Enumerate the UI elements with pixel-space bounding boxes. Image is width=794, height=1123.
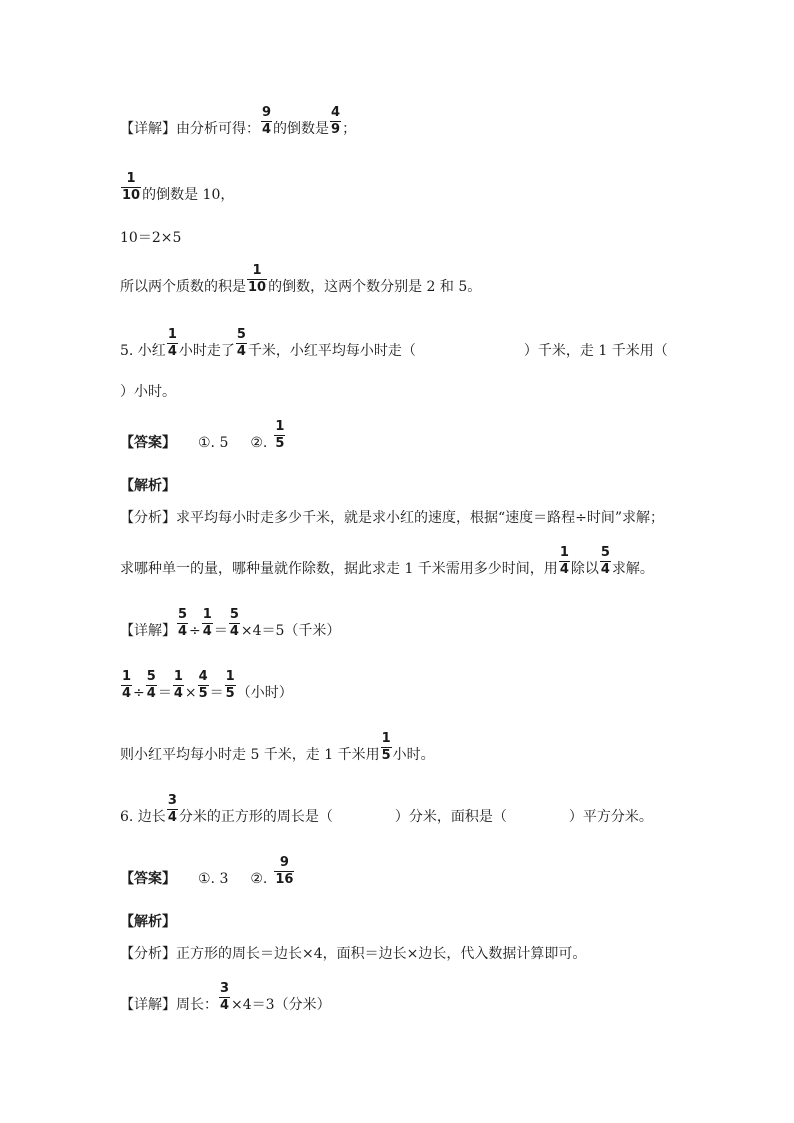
analysis-label: 【解析】 <box>120 478 176 494</box>
fraction: $\frac{5}{4}$ <box>229 607 239 639</box>
operator: ＝ <box>213 623 228 639</box>
explanation-line-4 <box>120 264 481 295</box>
fraction: $\frac{3}{4}$ <box>220 981 230 1013</box>
text: 所以两个质数的积是 <box>120 279 246 295</box>
answer-2-label: ②. <box>250 871 268 887</box>
question-5-continued <box>120 384 176 400</box>
fraction: $\frac{1}{4}$ <box>202 607 212 639</box>
fraction: $\frac{5}{4}$ <box>236 327 246 359</box>
question-number: 5. 小红 <box>120 343 166 359</box>
answer-1: ①. 3 <box>198 871 229 887</box>
fraction: $\frac{1}{4}$ <box>559 545 569 577</box>
answer-5 <box>120 420 286 451</box>
detail-line-3 <box>120 982 331 1013</box>
analysis-line-2 <box>120 546 654 577</box>
equation: 10＝2×5 <box>120 230 182 246</box>
analysis-heading-2 <box>120 914 176 930</box>
text: （小时） <box>236 685 293 701</box>
fraction: $\frac{5}{4}$ <box>146 669 156 701</box>
fraction: $\frac{5}{4}$ <box>178 607 188 639</box>
fraction: $\frac{1}{4}$ <box>167 327 177 359</box>
text: 的倒数，这两个数分别是 2 和 5。 <box>268 279 482 295</box>
text: 求哪种单一的量，哪种量就作除数，据此求走 1 千米需用多少时间，用 <box>120 561 558 577</box>
text: 的倒数是 <box>273 121 330 137</box>
text: ）分米，面积是（ <box>394 809 507 825</box>
fraction: $\frac{9}{4}$ <box>262 105 272 137</box>
operator: ÷ <box>189 623 201 639</box>
operator: ＝ <box>209 685 224 701</box>
operator: × <box>184 685 197 701</box>
fraction: $\frac{4}{5}$ <box>198 669 208 701</box>
fraction: $\frac{5}{4}$ <box>600 545 610 577</box>
question-5 <box>120 328 668 359</box>
text: 【分析】正方形的周长＝边长×4，面积＝边长×边长，代入数据计算即可。 <box>120 946 587 962</box>
fraction: $\frac{1}{5}$ <box>381 731 391 763</box>
text: ）千米，走 1 千米用（ <box>523 343 668 359</box>
explanation-line-3 <box>120 230 181 246</box>
answer-label: 【答案】 <box>120 871 176 887</box>
text: 小时走了 <box>178 343 235 359</box>
explanation-line-2 <box>120 172 234 203</box>
text: ）小时。 <box>120 384 176 400</box>
analysis-heading <box>120 478 176 494</box>
analysis-line-3 <box>120 946 586 962</box>
question-number: 6. 边长 <box>120 809 166 825</box>
operator: ＝ <box>157 685 172 701</box>
operator: ÷ <box>133 685 145 701</box>
detail-line-1 <box>120 608 340 639</box>
fraction: $\frac{9}{16}$ <box>275 855 294 887</box>
detail-label: 【详解】由分析可得： <box>120 121 260 137</box>
text: 求解。 <box>611 561 654 577</box>
fraction: $\frac{1}{4}$ <box>122 669 132 701</box>
text: 的倒数是 10， <box>142 187 235 203</box>
text: 则小红平均每小时走 5 千米，走 1 千米用 <box>120 747 380 763</box>
text: 【分析】求平均每小时走多少千米，就是求小红的速度，根据“速度＝路程÷时间”求解； <box>120 510 665 526</box>
fraction: $\frac{3}{4}$ <box>167 793 177 825</box>
answer-1: ①. 5 <box>198 435 229 451</box>
fraction: $\frac{1}{10}$ <box>248 263 267 295</box>
text: ）平方分米。 <box>568 809 653 825</box>
text: 千米，小红平均每小时走（ <box>247 343 416 359</box>
answer-6 <box>120 856 295 887</box>
fraction: $\frac{4}{9}$ <box>331 105 341 137</box>
analysis-line-1 <box>120 510 664 526</box>
fraction: $\frac{1}{4}$ <box>173 669 183 701</box>
text: ×4＝3（分米） <box>231 997 331 1013</box>
text: 分米的正方形的周长是（ <box>178 809 333 825</box>
text: 除以 <box>570 561 599 577</box>
fraction: $\frac{1}{10}$ <box>122 171 141 203</box>
detail-label: 【详解】周长： <box>120 997 218 1013</box>
detail-line-2 <box>120 670 293 701</box>
fraction: $\frac{1}{5}$ <box>225 669 235 701</box>
text: ； <box>342 121 357 137</box>
answer-2-label: ②. <box>250 435 268 451</box>
conclusion-line <box>120 732 435 763</box>
analysis-label: 【解析】 <box>120 914 176 930</box>
explanation-line-1 <box>120 106 356 137</box>
answer-label: 【答案】 <box>120 435 176 451</box>
detail-label: 【详解】 <box>120 623 176 639</box>
text: 小时。 <box>392 747 435 763</box>
fraction: $\frac{1}{5}$ <box>275 419 285 451</box>
question-6 <box>120 794 653 825</box>
text: ×4＝5（千米） <box>240 623 341 639</box>
